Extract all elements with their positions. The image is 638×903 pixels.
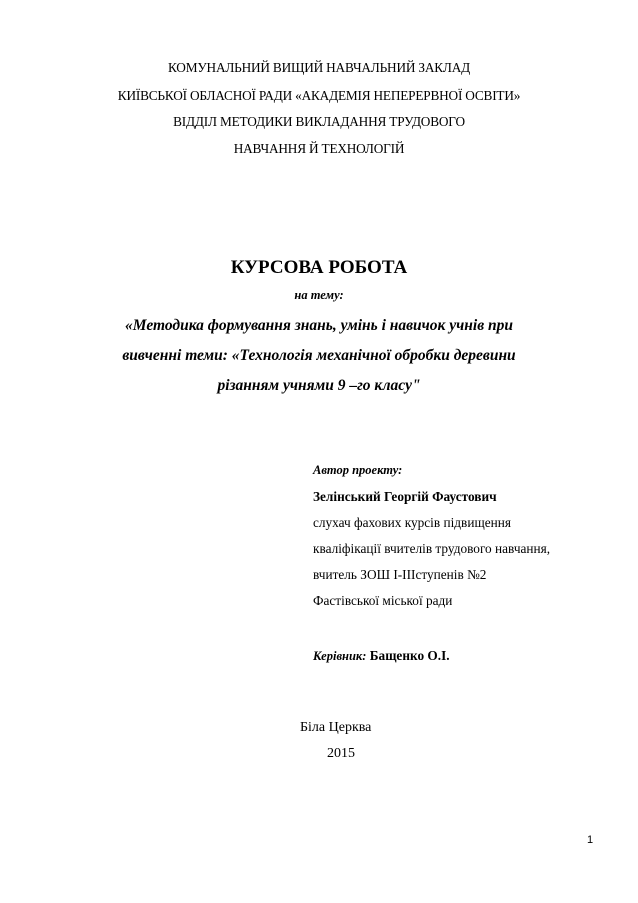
institution-line-2: КИЇВСЬКОЇ ОБЛАСНОЇ РАДИ «АКАДЕМІЯ НЕПЕРЕРВНОЇ ОСВІТИ» <box>117 88 521 103</box>
city: Біла Церква <box>300 720 372 735</box>
author-label: Автор проекту: <box>313 463 403 477</box>
topic-label: на тему: <box>294 288 344 302</box>
topic-line-1: «Методика формування знань, умінь і навичок учнів при <box>125 317 513 334</box>
author-description-3: вчитель ЗОШ І-ІІІступенів №2 <box>313 567 487 582</box>
supervisor-label: Керівник: <box>313 649 367 663</box>
topic-line-2: вивченні теми: «Технологія механічної обробки деревини <box>122 347 516 364</box>
year: 2015 <box>327 746 355 761</box>
author-name: Зелінський Георгій Фаустович <box>313 489 497 504</box>
institution-line-1: КОМУНАЛЬНИЙ ВИЩИЙ НАВЧАЛЬНИЙ ЗАКЛАД <box>167 60 471 75</box>
topic-line-3: різанням учнями 9 –го класу" <box>217 377 421 394</box>
supervisor <box>313 648 450 664</box>
supervisor-name: Бащенко О.І. <box>369 648 450 663</box>
institution-line-3: ВІДДІЛ МЕТОДИКИ ВИКЛАДАННЯ ТРУДОВОГО <box>173 114 465 129</box>
author-description-1: слухач фахових курсів підвищення <box>313 515 511 530</box>
page-number: 1 <box>587 834 594 846</box>
document-title: КУРСОВА РОБОТА <box>230 257 408 278</box>
author-description-2: кваліфікації вчителів трудового навчання, <box>313 541 551 556</box>
institution-line-4: НАВЧАННЯ Й ТЕХНОЛОГІЙ <box>233 141 405 156</box>
author-description-4: Фастівської міської ради <box>313 593 453 608</box>
